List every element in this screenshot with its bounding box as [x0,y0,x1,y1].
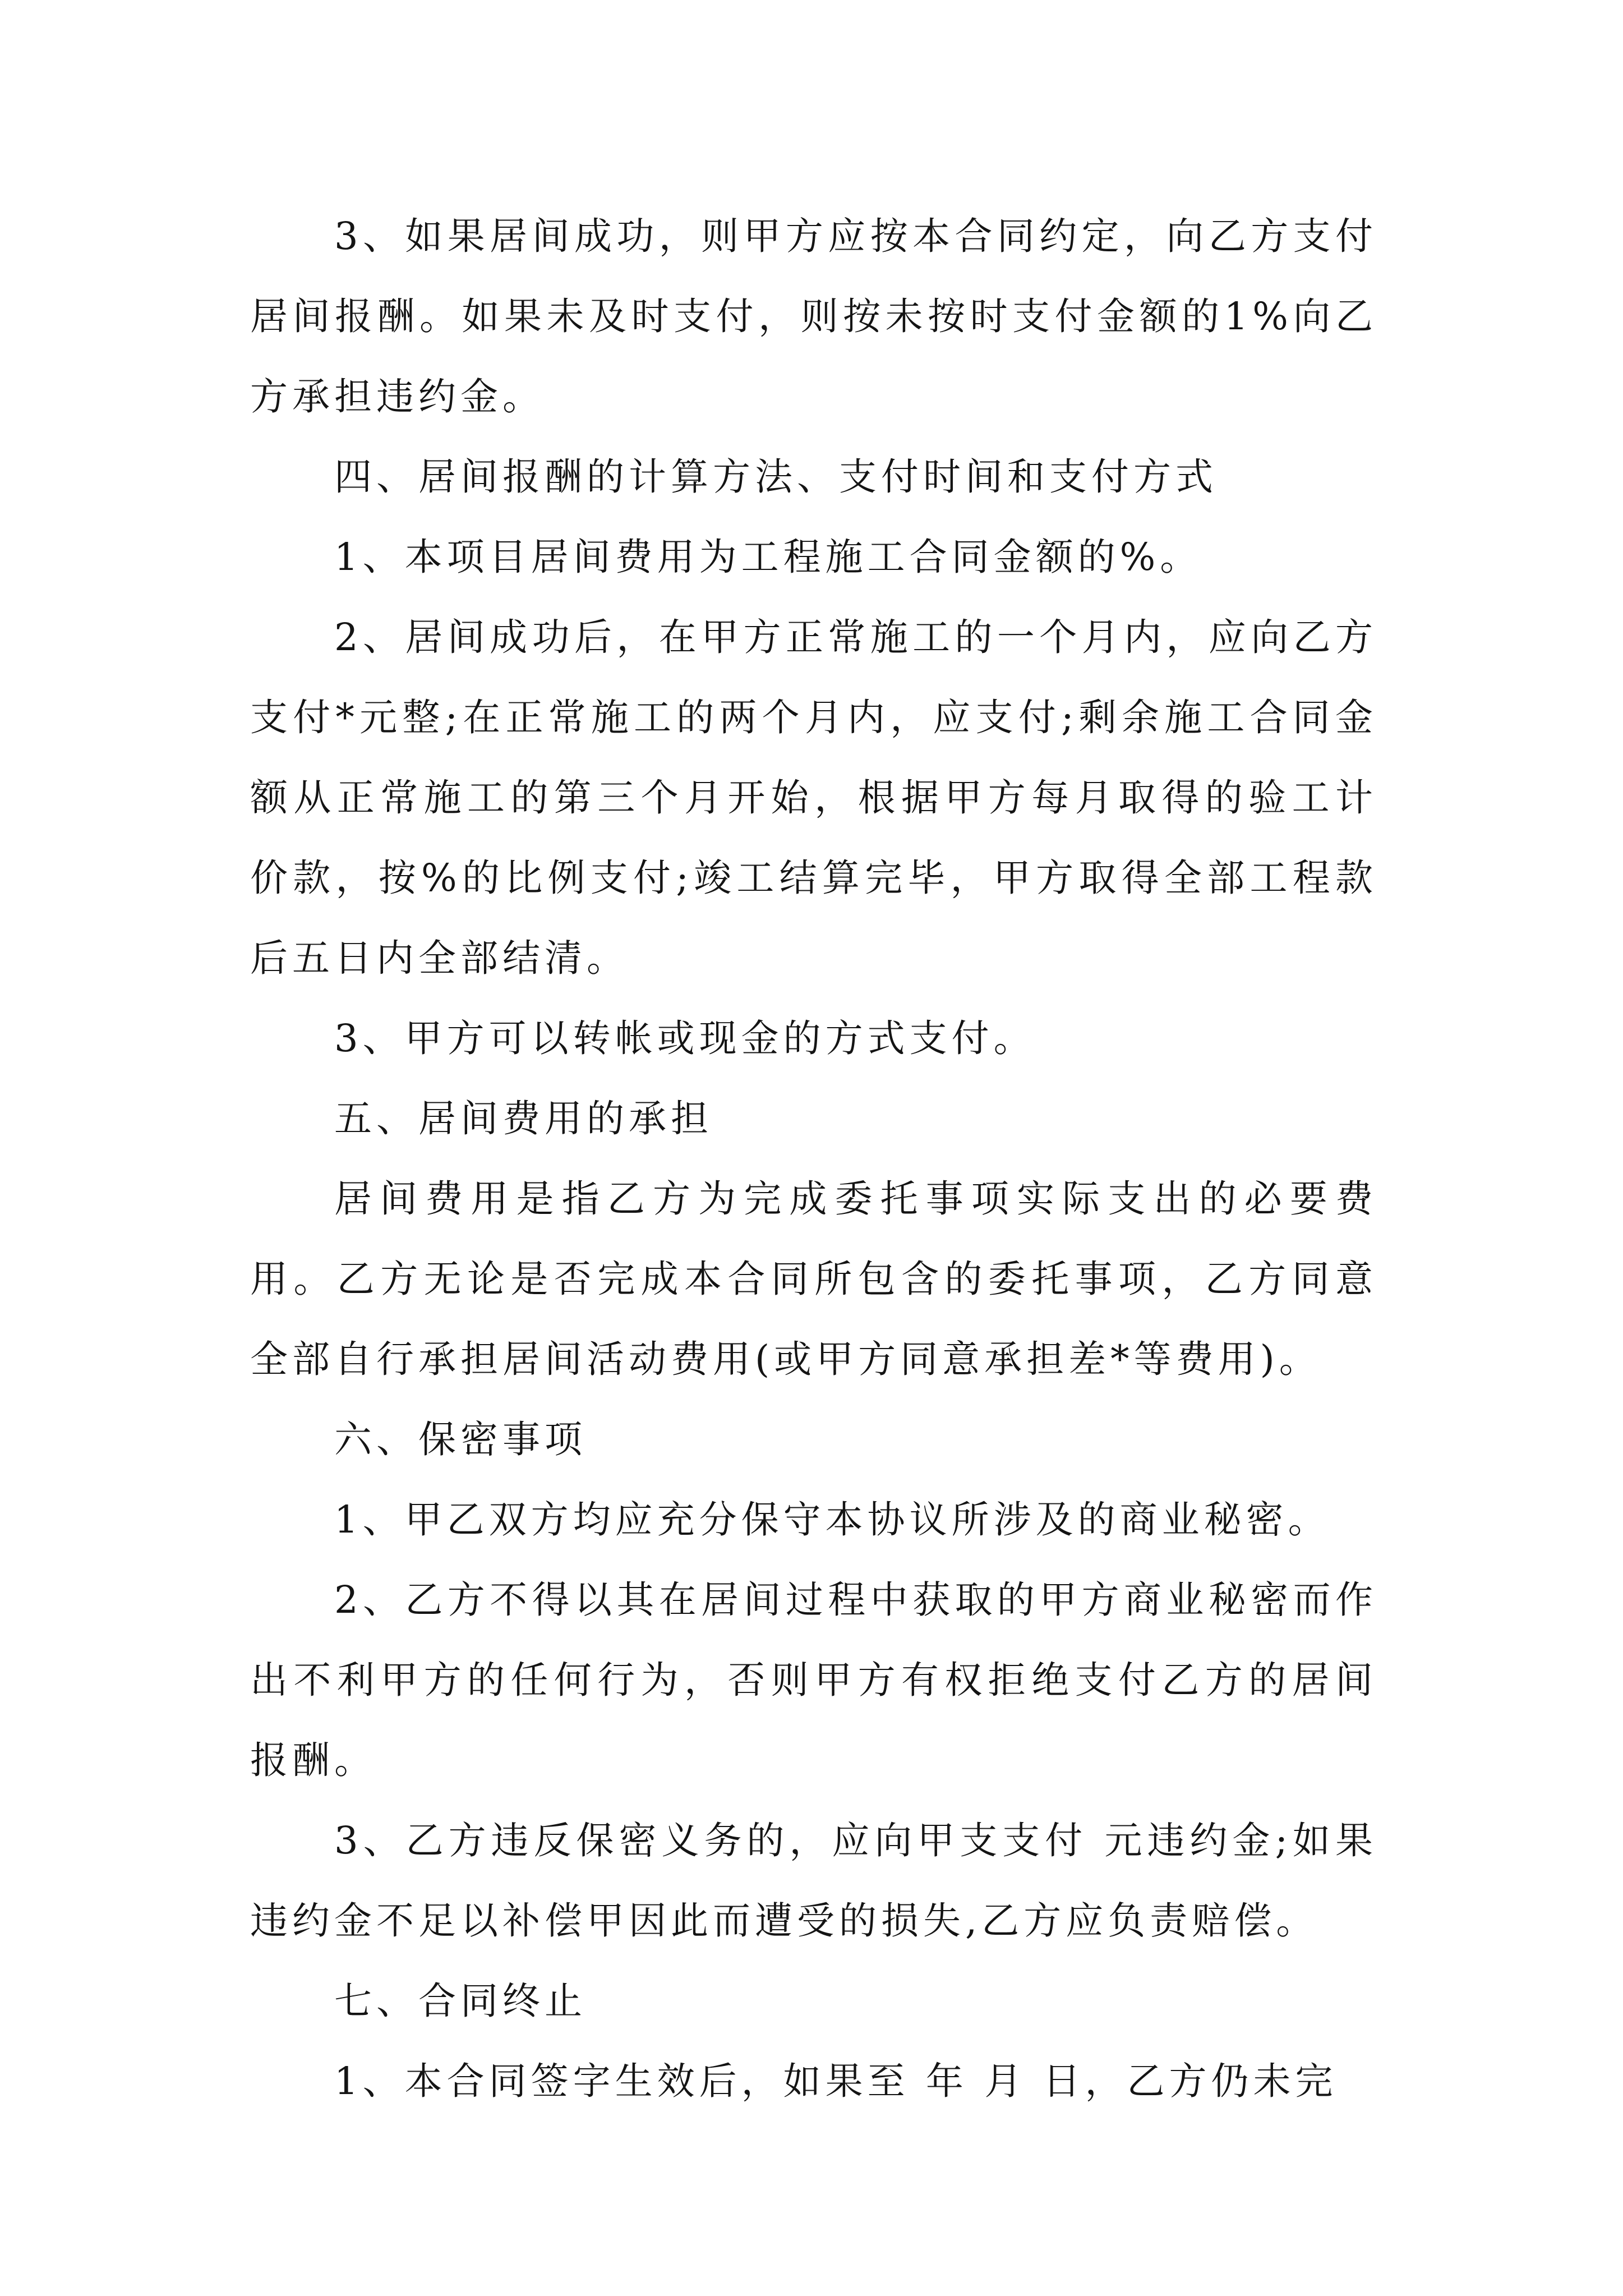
clause-1-paragraph: 1、本合同签字生效后，如果至 年 月 日，乙方仍未完 [334,2059,1338,2103]
clause-3-paragraph: 3、如果居间成功，则甲方应按本合同约定，向乙方支付居间报酬。如果未及时支付，则按未按时支付金额的1%向乙方承担违约金。 [250,214,1377,418]
section-5-heading: 五、居间费用的承担 [334,1097,713,1140]
fee-definition-paragraph: 居间费用是指乙方为完成委托事项实际支出的必要费用。乙方无论是否完成本合同所包含的委托事项，乙方同意全部自行承担居间活动费用(或甲方同意承担差*等费用)。 [250,1177,1377,1381]
section-4-heading: 四、居间报酬的计算方法、支付时间和支付方式 [334,455,1218,499]
section-6-heading: 六、保密事项 [334,1418,587,1461]
section-7-heading: 七、合同终止 [334,1979,587,2023]
clause-3-paragraph: 3、乙方违反保密义务的，应向甲支支付 元违约金;如果违约金不足以补偿甲因此而遭受的损失,乙方应负责赔偿。 [250,1819,1377,1943]
clause-2-paragraph: 2、乙方不得以其在居间过程中获取的甲方商业秘密而作出不利甲方的任何行为，否则甲方有权拒绝支付乙方的居间报酬。 [250,1578,1377,1782]
clause-1-paragraph: 1、甲乙双方均应充分保守本协议所涉及的商业秘密。 [334,1498,1330,1542]
document-body [250,196,1377,2122]
clause-3-paragraph: 3、甲方可以转帐或现金的方式支付。 [334,1016,1036,1060]
clause-1-paragraph: 1、本项目居间费用为工程施工合同金额的%。 [334,535,1202,579]
clause-2-paragraph: 2、居间成功后，在甲方正常施工的一个月内，应向乙方支付*元整;在正常施工的两个月内，应支付;剩余施工合同金额从正常施工的第三个月开始，根据甲方每月取得的验工计价款，按%的比例支付;竣工结算完毕，甲方取得全部工程款后五日内全部结清。 [250,615,1377,980]
